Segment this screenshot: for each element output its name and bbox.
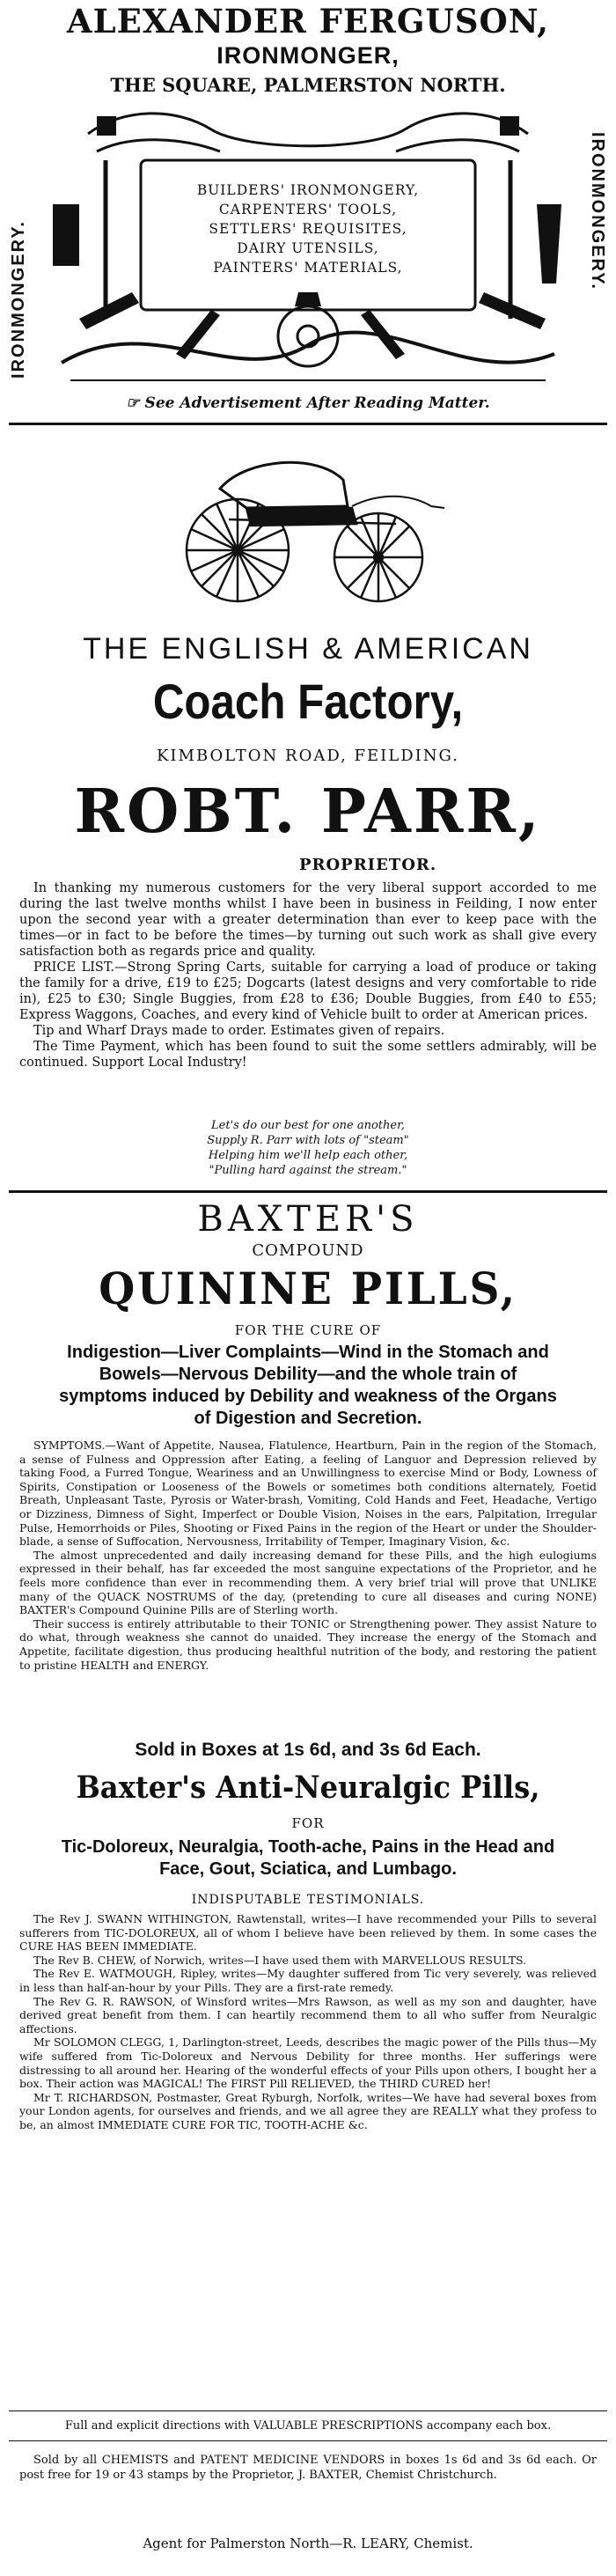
quinine-pills-title: QUININE PILLS, — [99, 1262, 517, 1314]
divider — [9, 423, 607, 425]
parr-proprietor: PROPRIETOR. — [299, 856, 437, 874]
agent-line: Agent for Palmerston North—R. LEARY, Chemist. — [143, 2536, 473, 2551]
coach-factory-title: Coach Factory, — [152, 673, 464, 729]
goods-item: DAIRY UTENSILS, — [237, 240, 379, 256]
testimonial: The Rev G. R. RAWSON, of Winsford writes—Mrs Rawson, as well as my son and daughter, have derived great benefit from them. I can heartily recommend them to all who suffer from Neuralgic affections. — [19, 1994, 597, 2035]
quinine-cures: Indigestion—Liver Complaints—Wind in the Stomach and Bowels—Nervous Debility—and the whole train of symptoms induced by Debility and weakness of the Organs of Digestion and Secretion. — [59, 1343, 557, 1428]
testimonial: The Rev E. WATMOUGH, Ripley, writes—My daughter suffered from Tic very severely, was relieved in less than half-an-hour by your Pills. They are a first-rate remedy. — [19, 1967, 597, 1994]
testimonial: The Rev J. SWANN WITHINGTON, Rawtenstall, writes—I have recommended your Pills to several sufferers from TIC-DOLOREUX, all of whom I believe have been relieved by them. In some cases the CURE HAS BEEN IMMEDIATE. — [19, 1912, 597, 1954]
testimonial: Mr SOLOMON CLEGG, 1, Darlington-street, Leeds, describes the magic power of the Pills thus—My wife suffered from Tic-Doloreux and Nervous Debility for three months. Her sufferings were distressing to all around her. Hearing of the wonderful effects of your Pills upon others, I bought her a box. Their action was MAGICAL! The FIRST Pill RELIEVED, the THIRD CURED her! — [19, 2035, 597, 2091]
goods-item: CARPENTERS' TOOLS, — [218, 202, 398, 217]
divider — [9, 2410, 607, 2411]
quinine-symptoms: SYMPTOMS.—Want of Appetite, Nausea, Flatulence, Heartburn, Pain in the region of the Stomach, a sense of Fulness and Oppression after Eating, a feeling of Languor and Depression relieved by taking Food, a Furred Tongue, Weariness and an Unwillingness to exercise Mind or Body, Lowness of Spirits, Constipation or Looseness of the Bowels or sometimes both conditions alternately, Foetid Breath, Unpleasant Taste, Pyrosis or Water-brash, Vomiting, Cold Hands and Feet, Headache, Vertigo or Dizziness, Dimness of Sight, Imperfect or Double Vision, Noises in the ears, Palpitation, Irregular Pulse, Hemorrhoids or Piles, Shooting or Fixed Pains in the region of the Heart or under the Shoulder-blade, a sense of Suffocation, Nervousness, Irritability of Temper, Imaginary Vision, &c. — [19, 1439, 597, 1549]
quinine-sold: Sold in Boxes at 1s 6d, and 3s 6d Each. — [135, 1740, 481, 1760]
verse-line: Supply R. Parr with lots of "steam" — [207, 1134, 409, 1147]
parr-verse — [0, 1118, 616, 1178]
quinine-body — [19, 1439, 597, 1672]
sold-by — [19, 2453, 597, 2483]
testimonial: Mr T. RICHARDSON, Postmaster, Great Ryburgh, Norfolk, writes—We have had several boxes from your London agents, for ourselves and friends, and we all agree they are REALLY what they profess to be, an almost IMMEDIATE CURE FOR TIC, TOOTH-ACHE &c. — [19, 2090, 597, 2131]
pointing-hand-icon: ☞ — [126, 394, 145, 412]
ferguson-side-right: IRONMONGERY. — [588, 132, 607, 291]
testimonial: The Rev B. CHEW, of Norwich, writes—I have used them with MARVELLOUS RESULTS. — [33, 1953, 527, 1967]
quinine-demand: The almost unprecedented and daily increasing demand for these Pills, and the high eulogiums expressed in their behalf, has far exceeded the most sanguine expectations of the Proprietor, and he feels more confidence than ever in recommending them. A very brief trial will prove that UNLIKE many of the QUACK NOSTRUMS of the day, (pretending to cure all diseases and curing NONE) BAXTER's Compound Quinine Pills are of Sterling worth. — [19, 1548, 597, 1617]
parr-para: Tip and Wharf Drays made to order. Estimates given of repairs. — [33, 1024, 445, 1038]
see-advert-text: See Advertisement After Reading Matter. — [144, 394, 490, 412]
parr-body — [19, 880, 597, 1071]
divider — [9, 2440, 607, 2441]
ferguson-name: ALEXANDER FERGUSON, — [66, 2, 550, 40]
sold-by-text: Sold by all CHEMISTS and PATENT MEDICINE VENDORS in boxes 1s 6d and 3s 6d each. Or post free for 19 or 43 stamps by the Proprietor, J. BAXTER, Chemist Christchurch. — [19, 2454, 597, 2482]
verse-line: Helping him we'll help each other, — [208, 1149, 408, 1162]
ferguson-side-left: IRONMONGERY. — [9, 220, 28, 379]
ferguson-trade: IRONMONGER, — [216, 42, 400, 69]
buggy-illustration — [167, 453, 449, 607]
ferguson-address: THE SQUARE, PALMERSTON NORTH. — [110, 74, 506, 96]
directions-note: Full and explicit directions with VALUABLE PRESCRIPTIONS accompany each box. — [64, 2419, 552, 2432]
neuralgic-cures: Tic-Doloreux, Neuralgia, Tooth-ache, Pains in the Head and Face, Gout, Sciatica, and Lumbago. — [61, 1837, 555, 1879]
coach-address: KIMBOLTON ROAD, FEILDING. — [156, 747, 459, 765]
parr-name: ROBT. PARR, — [74, 776, 542, 847]
baxter-compound: COMPOUND — [252, 1241, 364, 1260]
testimonials-list — [19, 1912, 597, 2132]
verse-line: Let's do our best for one another, — [211, 1119, 405, 1132]
neuralgic-title: Baxter's Anti-Neuralgic Pills, — [76, 1770, 540, 1806]
goods-item: SETTLERS' REQUISITES, — [209, 221, 407, 237]
parr-para: In thanking my numerous customers for the very liberal support accorded to me during the last twelve months whilst I have been in business in Feilding, I now enter upon the second year with a greater determination than ever to keep pace with the times—or in fact to be before the times—by turning out such work as shall give every satisfaction both as regards price and quality. — [19, 881, 597, 959]
neuralgic-for: FOR — [291, 1815, 325, 1831]
for-cure-of: FOR THE CURE OF — [234, 1322, 382, 1338]
verse-line: "Pulling hard against the stream." — [209, 1164, 407, 1177]
parr-para: The Time Payment, which has been found to suit the some settlers admirably, will be continued. Support Local Industry! — [19, 1040, 597, 1070]
baxter-name: BAXTER'S — [197, 1199, 419, 1240]
ferguson-goods-list — [0, 180, 616, 277]
quinine-tonic: Their success is entirely attributable to their TONIC or Strengthening power. They assist Nature to do what, through weakness she cannot do unaided. They increase the energy of the Stomach and Appetite, facilitate digestion, thus producing healthful nutrition of the body, and restoring the patient to pristine HEALTH and ENERGY. — [19, 1616, 597, 1672]
testimonials-heading: INDISPUTABLE TESTIMONIALS. — [191, 1893, 425, 1907]
goods-item: PAINTERS' MATERIALS, — [213, 260, 403, 276]
divider — [9, 1190, 607, 1193]
parr-price-list: PRICE LIST.—Strong Spring Carts, suitable for carrying a load of produce or taking the family for a drive, £19 to £25; Dogcarts (latest designs and very comfortable to ride in), £25 to £30; Single Buggies, from £28 to £36; Double Buggies, from £40 to £55; Express Waggons, Coaches, and every kind of Vehicle built to order at American prices. — [19, 960, 597, 1022]
goods-item: BUILDERS' IRONMONGERY, — [196, 182, 420, 198]
coach-heading: THE ENGLISH & AMERICAN — [83, 632, 533, 666]
see-advert-line — [0, 394, 616, 412]
